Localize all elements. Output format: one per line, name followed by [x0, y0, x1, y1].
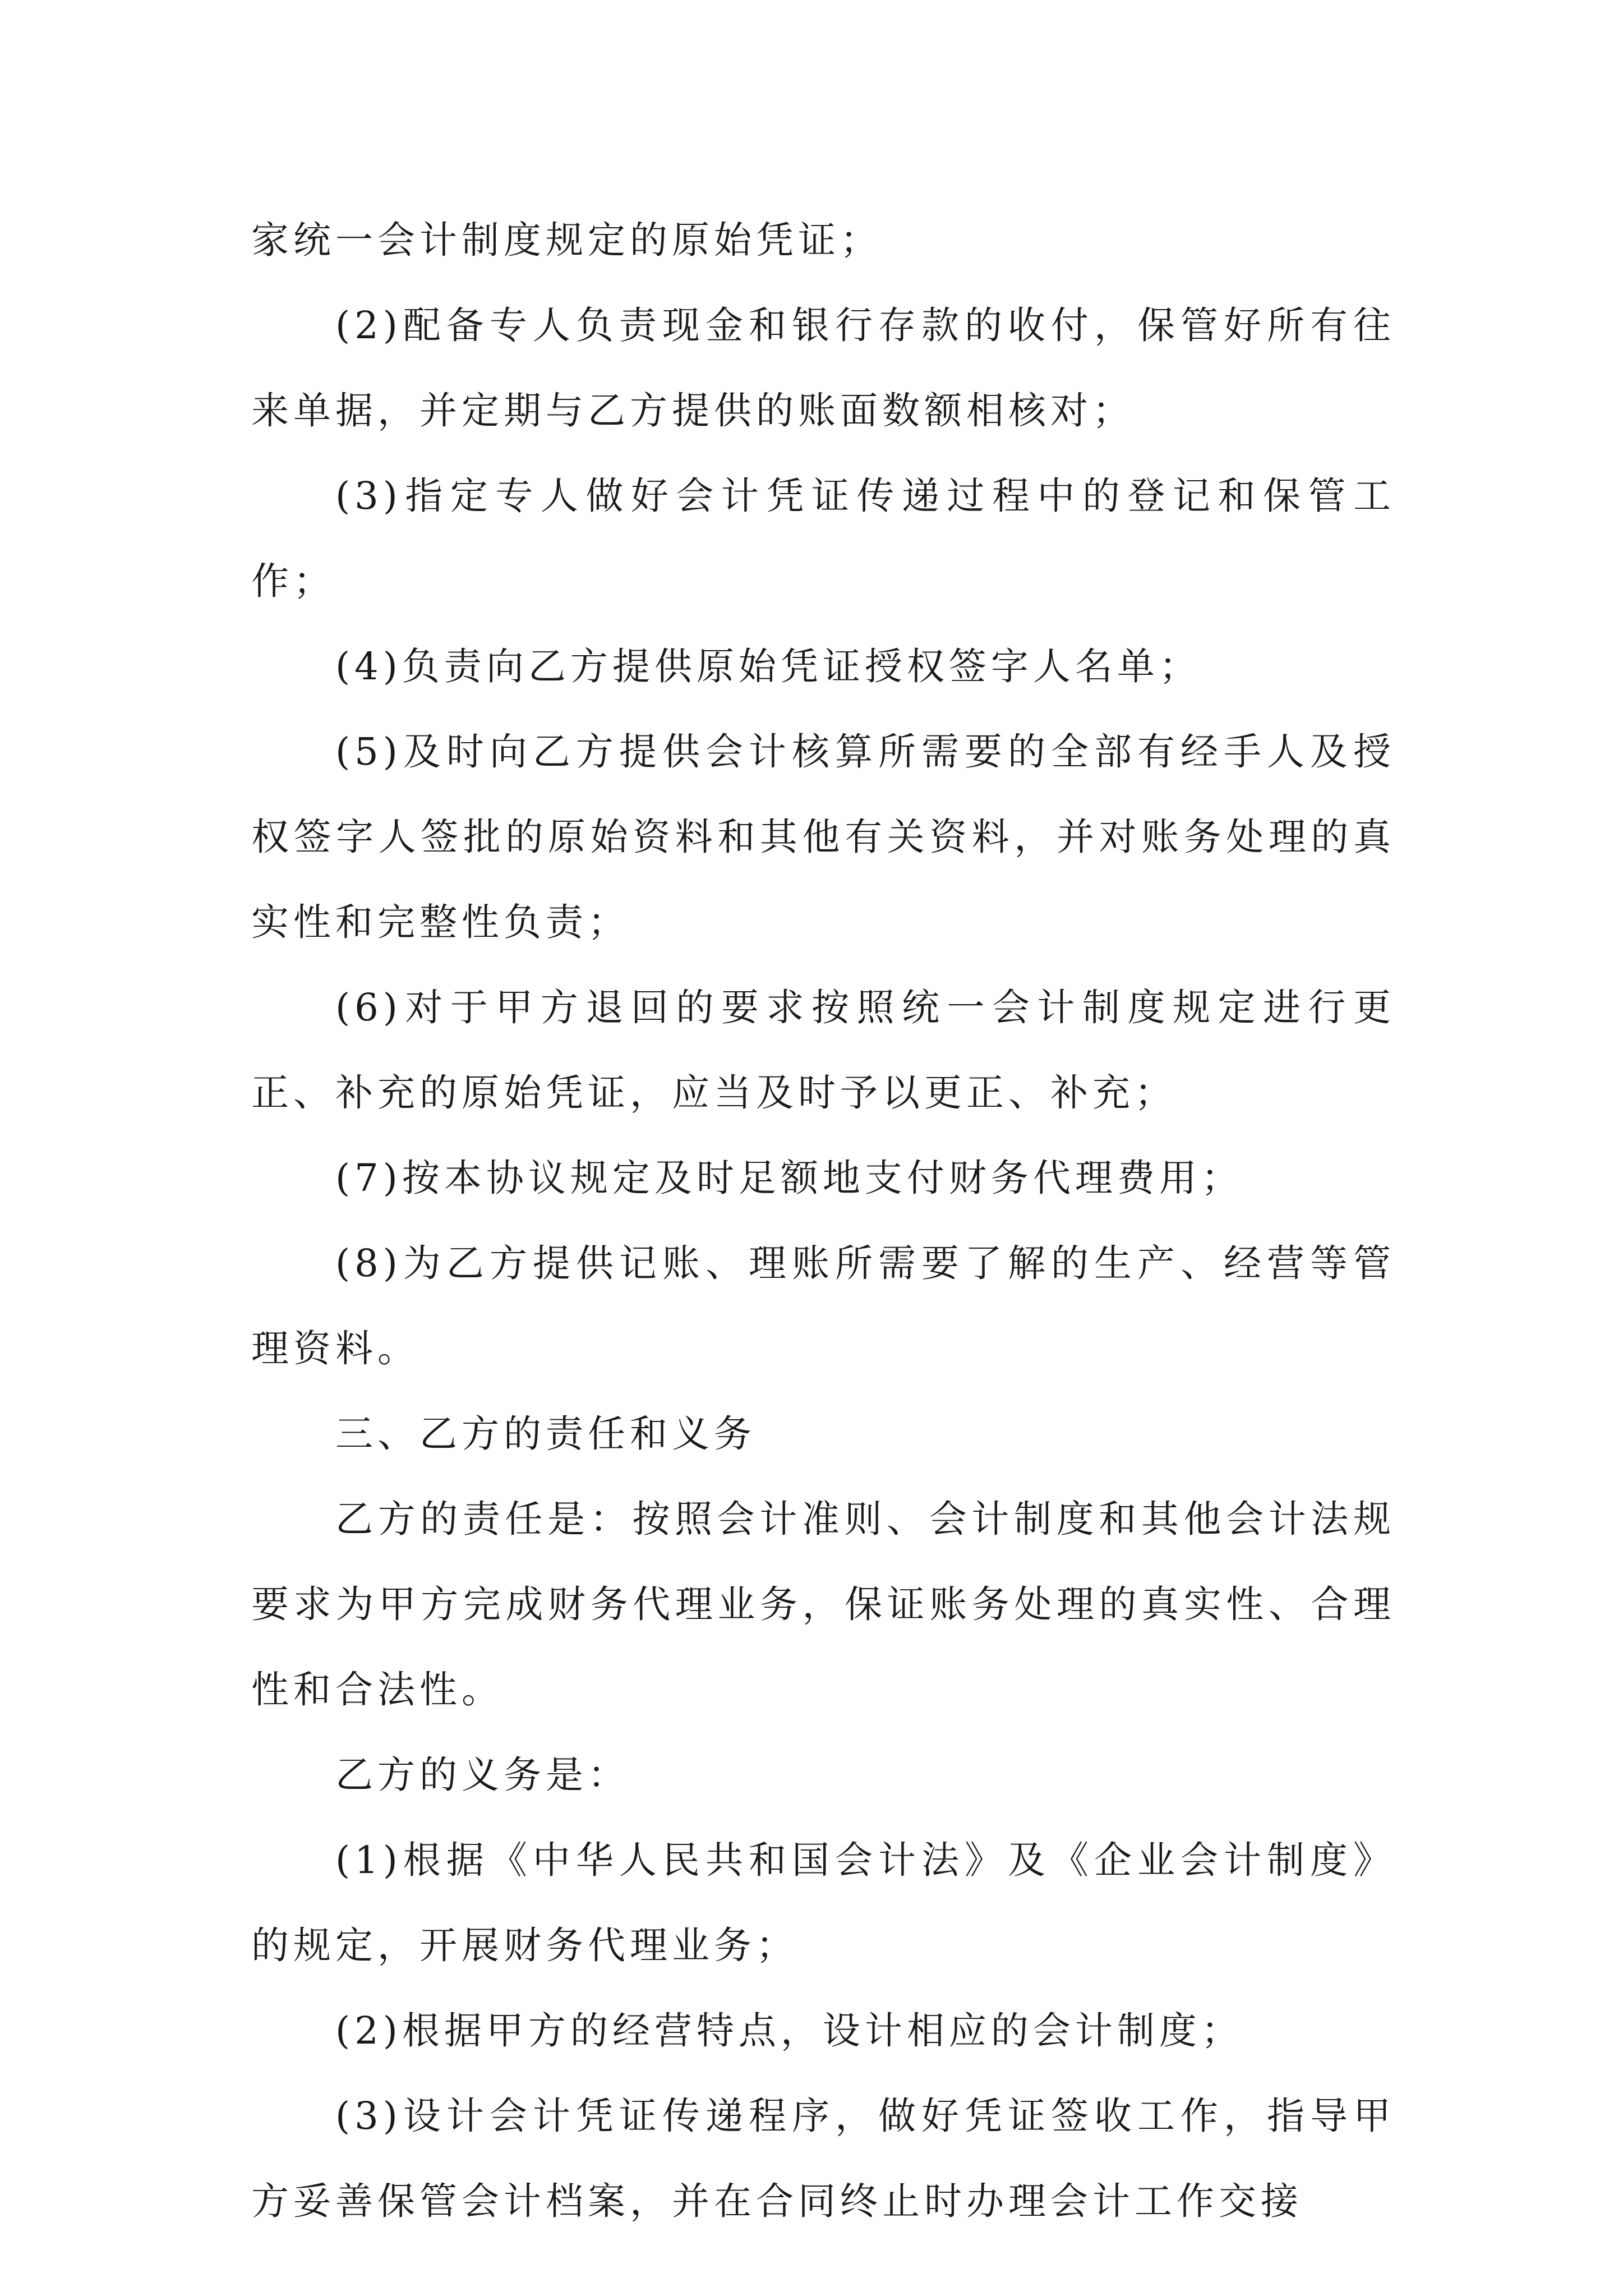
- paragraph-obligation-1: (1)根据《中华人民共和国会计法》及《企业会计制度》的规定，开展财务代理业务；: [251, 1838, 1395, 1967]
- paragraph-item-3: (3)指定专人做好会计凭证传递过程中的登记和保管工作；: [251, 474, 1395, 603]
- paragraph-obligation-2: (2)根据甲方的经营特点，设计相应的会计制度；: [335, 2009, 1243, 2053]
- paragraph-obligations-intro: 乙方的义务是：: [335, 1753, 630, 1797]
- paragraph-responsibility: 乙方的责任是：按照会计准则、会计制度和其他会计法规要求为甲方完成财务代理业务，保证账务处理的真实性、合理性和合法性。: [251, 1497, 1395, 1711]
- paragraph-item-4: (4)负责向乙方提供原始凭证授权签字人名单；: [335, 645, 1201, 688]
- paragraph-item-2: (2)配备专人负责现金和银行存款的收付，保管好所有往来单据，并定期与乙方提供的账面数额相核对；: [251, 303, 1395, 432]
- paragraph-item-7: (7)按本协议规定及时足额地支付财务代理费用；: [335, 1156, 1243, 1200]
- paragraph-continuation: 家统一会计制度规定的原始凭证；: [251, 218, 882, 262]
- paragraph-item-8: (8)为乙方提供记账、理账所需要了解的生产、经营等管理资料。: [251, 1241, 1395, 1370]
- paragraph-obligation-3: (3)设计会计凭证传递程序，做好凭证签收工作，指导甲方妥善保管会计档案，并在合同终止时办理会计工作交接: [251, 2094, 1395, 2223]
- section-heading: 三、乙方的责任和义务: [335, 1412, 756, 1456]
- document-body: [251, 197, 1395, 2244]
- paragraph-item-5: (5)及时向乙方提供会计核算所需要的全部有经手人及授权签字人签批的原始资料和其他有关资料，并对账务处理的真实性和完整性负责；: [251, 730, 1395, 944]
- paragraph-item-6: (6)对于甲方退回的要求按照统一会计制度规定进行更正、补充的原始凭证，应当及时予以更正、补充；: [251, 986, 1395, 1115]
